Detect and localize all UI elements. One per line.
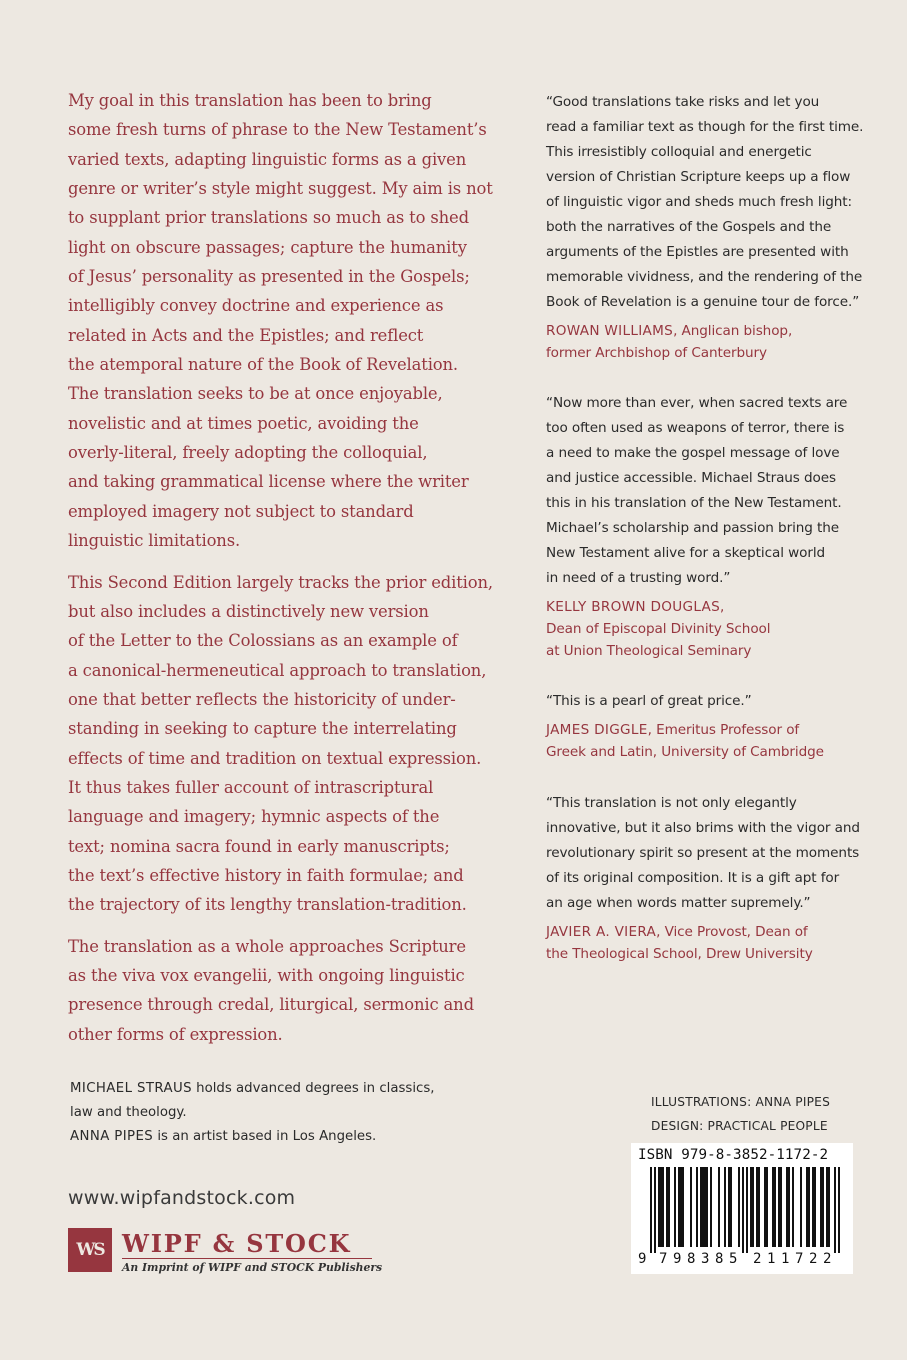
- barcode-bar: [718, 1167, 720, 1247]
- barcode-bar: [668, 1167, 670, 1247]
- publisher-logo-rule: [122, 1258, 372, 1259]
- endorser-role: , Anglican bishop, former Archbishop of Canterbury: [546, 323, 793, 361]
- barcode-bar: [788, 1167, 790, 1247]
- author-bios: [70, 1077, 470, 1149]
- endorsement-attribution: [546, 320, 866, 364]
- endorser-name: JAVIER A. VIERA: [546, 924, 657, 940]
- barcode-digit: 9: [638, 1251, 647, 1267]
- endorsement-1: [546, 90, 866, 364]
- endorsement-attribution: [546, 596, 866, 662]
- barcode-bar: [780, 1167, 782, 1247]
- barcode-bar: [742, 1167, 744, 1253]
- barcode-bar: [766, 1167, 768, 1247]
- bio-illustrator-text: is an artist based in Los Angeles.: [153, 1129, 377, 1144]
- publisher-url[interactable]: www.wipfandstock.com: [68, 1187, 296, 1209]
- credit-design: DESIGN: PRACTICAL PEOPLE: [651, 1119, 828, 1133]
- barcode-bar: [778, 1167, 780, 1247]
- barcode-bar: [690, 1167, 692, 1247]
- publisher-name: WIPF & STOCK: [122, 1229, 352, 1258]
- barcode-bars: [638, 1167, 846, 1253]
- barcode-bar: [680, 1167, 682, 1247]
- endorsement-quote: “This is a pearl of great price.”: [546, 693, 752, 709]
- barcode-bar: [814, 1167, 816, 1247]
- barcode-bar: [728, 1167, 730, 1247]
- bio-author-name: MICHAEL STRAUS: [70, 1081, 192, 1096]
- endorsement-4: [546, 791, 866, 965]
- barcode-bar: [704, 1167, 706, 1247]
- endorsement-attribution: [546, 921, 866, 965]
- endorsement-3: [546, 689, 866, 763]
- publisher-imprint: An Imprint of WIPF and STOCK Publishers: [122, 1261, 383, 1274]
- barcode-bar: [666, 1167, 668, 1247]
- barcode-bar: [696, 1167, 698, 1247]
- isbn-label: ISBN 979-8-3852-1172-2: [638, 1147, 829, 1163]
- endorser-role: , Emeritus Professor of Greek and Latin, University of Cambridge: [546, 722, 824, 760]
- barcode-bar: [806, 1167, 808, 1247]
- endorser-role: , Dean of Episcopal Divinity School at Union Theological Seminary: [546, 599, 771, 659]
- barcode-bar: [706, 1167, 708, 1247]
- barcode-bar: [738, 1167, 740, 1247]
- barcode-bar: [650, 1167, 652, 1253]
- barcode-bar: [682, 1167, 684, 1247]
- barcode-bar: [750, 1167, 752, 1247]
- isbn-barcode: [631, 1143, 853, 1274]
- endorsement-quote: “Good translations take risks and let you read a familiar text as though for the first time. This irresistibly colloquial and energetic version of Christian Scripture keeps up a flow of linguistic vigor and sheds much fresh light: both the narratives of the Gospels and the arguments of the Epistles are presented with memorable vividness, and the rendering of the Book of Revelation is a genuine tour de force.”: [546, 94, 864, 310]
- barcode-bar: [800, 1167, 802, 1247]
- barcode-bar: [730, 1167, 732, 1247]
- description-paragraph-2: This Second Edition largely tracks the prior edition, but also includes a distinctively new version of the Letter to the Colossians as an example of a canonical-hermeneutical approach to translation, one that better reflects the historicity of under- standing in seeking to capture the interrelating effects of time and tradition on textual expression. It thus takes fuller account of intrascriptural language and imagery; hymnic aspects of the text; nomina sacra found in early manuscripts; the text’s effective history in faith formulae; and the trajectory of its lengthy translation-tradition.: [68, 572, 493, 915]
- barcode-bar: [724, 1167, 726, 1247]
- publisher-logo-icon: WS: [68, 1228, 112, 1272]
- barcode-digit: 2: [823, 1251, 832, 1267]
- endorsement-attribution: [546, 719, 866, 763]
- barcode-bar: [654, 1167, 656, 1253]
- barcode-digit: 5: [729, 1251, 738, 1267]
- description-paragraph-1: My goal in this translation has been to bring some fresh turns of phrase to the New Testament’s varied texts, adapting linguistic forms as a given genre or writer’s style might suggest. My aim is not to supplant prior translations so much as to shed light on obscure passages; capture the humanity of Jesus’ personality as presented in the Gospels; intelligibly convey doctrine and experience as related in Acts and the Epistles; and reflect the atemporal nature of the Book of Revelation. The translation seeks to be at once enjoyable, novelistic and at times poetic, avoiding the overly-literal, freely adopting the colloquial, and taking grammatical license where the writer employed imagery not subject to standard linguistic limitations.: [68, 91, 493, 551]
- barcode-bar: [792, 1167, 794, 1247]
- barcode-digit: 1: [767, 1251, 776, 1267]
- description-paragraph-3: The translation as a whole approaches Scripture as the viva vox evangelii, with ongoing linguistic presence through credal, liturgical, sermonic and other forms of expression.: [68, 936, 474, 1044]
- barcode-bar: [678, 1167, 680, 1247]
- endorsement-quote: “This translation is not only elegantly innovative, but it also brims with the vigor and revolutionary spirit so present at the moments of its original composition. It is a gift apt for an age when words matter supremely.”: [546, 795, 860, 911]
- barcode-digit: 1: [781, 1251, 790, 1267]
- barcode-bar: [746, 1167, 748, 1253]
- barcode-digit: 8: [687, 1251, 696, 1267]
- barcode-digit: 8: [715, 1251, 724, 1267]
- barcode-bar: [774, 1167, 776, 1247]
- endorser-name: ROWAN WILLIAMS: [546, 323, 674, 339]
- barcode-bar: [700, 1167, 702, 1247]
- endorsement-quote: “Now more than ever, when sacred texts are too often used as weapons of terror, there is a need to make the gospel message of love and justice accessible. Michael Straus does this in his translation of the New Testament. Michael’s scholarship and passion bring the New Testament alive for a skeptical world in need of a trusting word.”: [546, 395, 848, 586]
- barcode-bar: [838, 1167, 840, 1253]
- bio-illustrator-name: ANNA PIPES: [70, 1129, 154, 1144]
- barcode-bar: [820, 1167, 822, 1247]
- barcode-bar: [822, 1167, 824, 1247]
- barcode-bar: [786, 1167, 788, 1247]
- barcode-bar: [752, 1167, 754, 1247]
- barcode-bar: [758, 1167, 760, 1247]
- barcode-bar: [710, 1167, 712, 1247]
- barcode-bar: [834, 1167, 836, 1253]
- barcode-bar: [808, 1167, 810, 1247]
- barcode-bar: [764, 1167, 766, 1247]
- barcode-bar: [702, 1167, 704, 1247]
- credit-illustrations: ILLUSTRATIONS: ANNA PIPES: [651, 1095, 831, 1109]
- barcode-digit: 3: [701, 1251, 710, 1267]
- barcode-digit: 9: [673, 1251, 682, 1267]
- barcode-bar: [660, 1167, 662, 1247]
- bio-author-text: holds advanced degrees in classics, law and theology.: [70, 1081, 435, 1120]
- bio-author: [70, 1077, 470, 1125]
- endorser-name: JAMES DIGGLE: [546, 722, 648, 738]
- barcode-bar: [828, 1167, 830, 1247]
- bio-illustrator: [70, 1125, 470, 1149]
- barcode-bar: [658, 1167, 660, 1247]
- endorsements: [546, 90, 866, 991]
- barcode-bar: [812, 1167, 814, 1247]
- barcode-bar: [826, 1167, 828, 1247]
- barcode-bar: [772, 1167, 774, 1247]
- endorser-role: , Vice Provost, Dean of the Theological School, Drew University: [546, 924, 813, 962]
- description: [68, 86, 508, 1061]
- endorser-name: KELLY BROWN DOUGLAS: [546, 599, 721, 615]
- barcode-digit: 7: [659, 1251, 668, 1267]
- credits: [651, 1090, 851, 1138]
- barcode-digit: 2: [809, 1251, 818, 1267]
- barcode-digit: 7: [795, 1251, 804, 1267]
- barcode-bar: [756, 1167, 758, 1247]
- barcode-digits: [631, 1251, 853, 1271]
- publisher-logo: [68, 1228, 388, 1276]
- barcode-bar: [662, 1167, 664, 1247]
- endorsement-2: [546, 391, 866, 662]
- barcode-bar: [674, 1167, 676, 1247]
- barcode-digit: 2: [753, 1251, 762, 1267]
